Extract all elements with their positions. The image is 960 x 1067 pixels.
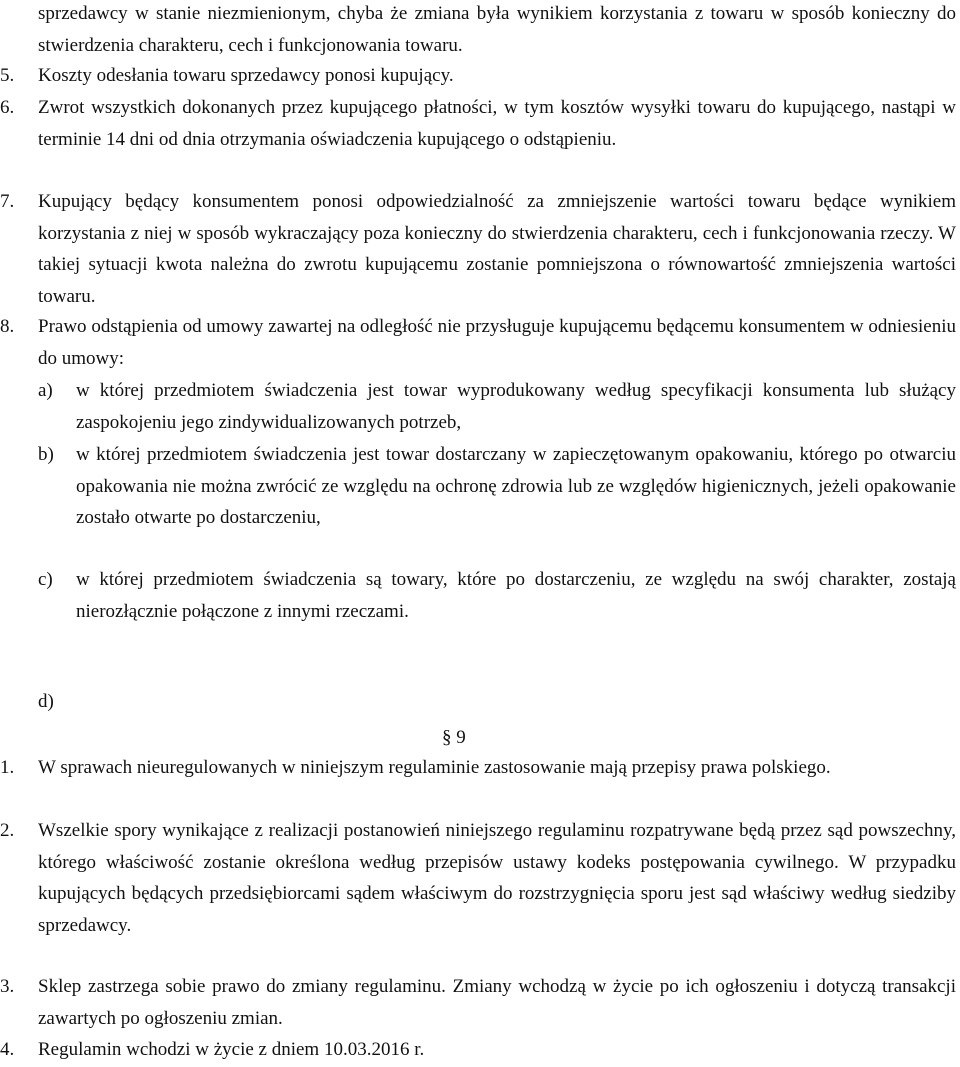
list-item-7 [0,186,956,312]
item-text: Prawo odstąpienia od umowy zawartej na odległość nie przysługuje kupującemu będącemu konsumentem w odniesieniu do umowy: [38,316,956,369]
sub-item-label: b) [38,444,54,465]
item-number: 2. [0,820,15,841]
item-number: 4. [0,1039,15,1060]
list-item-5 [0,60,956,92]
item-text: Zwrot wszystkich dokonanych przez kupującego płatności, w tym kosztów wysyłki towaru do kupującego, nastąpi w terminie 14 dni od dnia otrzymania oświadczenia kupującego o odstąpieniu. [38,97,956,150]
intro-continuation: sprzedawcy w stanie niezmienionym, chyba że zmiana była wynikiem korzystania z towaru w sposób konieczny do stwierdzenia charakteru, cech i funkcjonowania towaru. [38,3,956,56]
item-number: 6. [0,97,15,118]
empty-sub-item-d: d) [38,691,54,712]
sub-item-text: w której przedmiotem świadczenia jest towar dostarczany w zapieczętowanym opakowaniu, którego po otwarciu opakowania nie można zwrócić ze względu na ochronę zdrowia lub ze względów higienicznych, jeżeli opakowanie zostało otwarte po dostarczeniu, [76,444,956,528]
sub-item-a [38,375,956,438]
item-number: 7. [0,191,15,212]
final-item-2 [0,815,956,941]
item-number: 3. [0,976,15,997]
item-number: 1. [0,757,15,778]
final-item-1 [0,752,956,784]
sub-item-text: w której przedmiotem świadczenia jest towar wyprodukowany według specyfikacji konsumenta lub służący zaspokojeniu jego zindywidualizowanych potrzeb, [76,380,956,433]
sub-item-text: w której przedmiotem świadczenia są towary, które po dostarczeniu, ze względu na swój charakter, zostają nierozłącznie połączone z innymi rzeczami. [76,569,956,622]
final-item-4 [0,1034,956,1066]
item-number: 8. [0,316,15,337]
sub-item-label: c) [38,569,53,590]
list-item-8 [0,311,956,374]
list-item-6 [0,92,956,155]
item-text: Sklep zastrzega sobie prawo do zmiany regulaminu. Zmiany wchodzą w życie po ich ogłoszeniu i dotyczą transakcji zawartych po ogłoszeniu zmian. [38,976,956,1029]
final-item-3 [0,971,956,1034]
item-text: Koszty odesłania towaru sprzedawcy ponosi kupujący. [38,65,454,86]
sub-item-c [38,564,956,627]
item-text: W sprawach nieuregulowanych w niniejszym regulaminie zastosowanie mają przepisy prawa polskiego. [38,757,831,778]
item-text: Kupujący będący konsumentem ponosi odpowiedzialność za zmniejszenie wartości towaru będące wynikiem korzystania z niej w sposób wykraczający poza konieczny do stwierdzenia charakteru, cech i funkcjonowania rzeczy. W takiej sytuacji kwota należna do zwrotu kupującemu zostanie pomniejszona o równowartość zmniejszenia wartości towaru. [38,191,956,307]
item-number: 5. [0,65,15,86]
item-text: Wszelkie spory wynikające z realizacji postanowień niniejszego regulaminu rozpatrywane będą przez sąd powszechny, którego właściwość zostanie określona według przepisów ustawy kodeks postępowania cywilnego. W przypadku kupujących będących przedsiębiorcami sądem właściwym do rozstrzygnięcia sporu jest sąd właściwy według siedziby sprzedawcy. [38,820,956,936]
sub-item-b [38,439,956,534]
sub-item-label: a) [38,380,53,401]
section-heading: § 9 [442,727,466,748]
item-text: Regulamin wchodzi w życie z dniem 10.03.2016 r. [38,1039,425,1060]
